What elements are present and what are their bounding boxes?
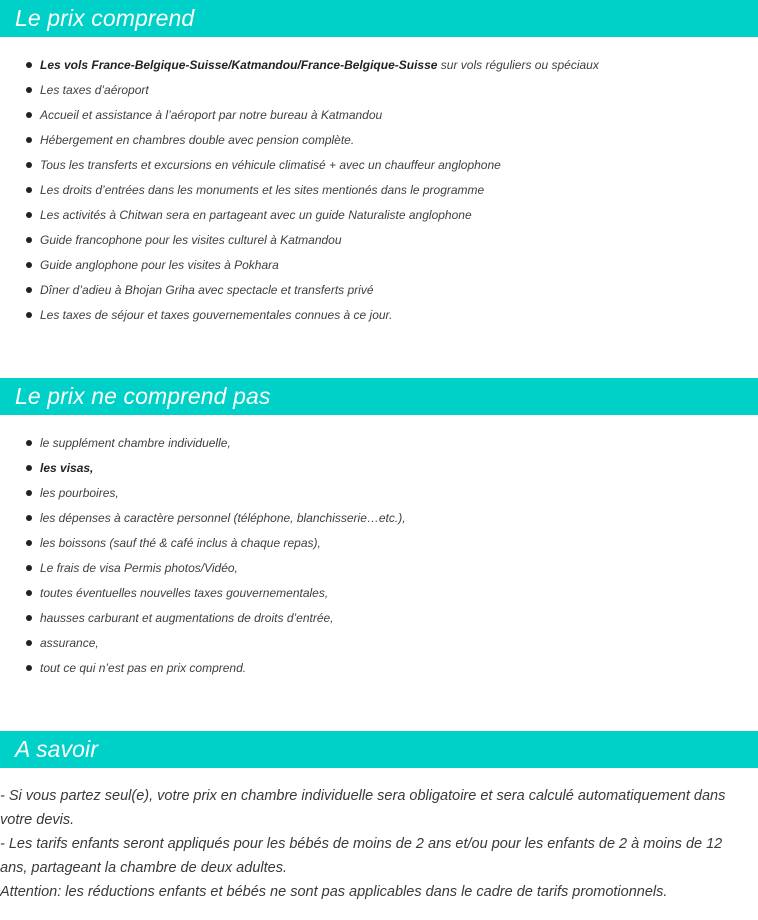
bullet-icon [26, 212, 32, 218]
list-item [0, 556, 758, 581]
list-item [0, 203, 758, 228]
bullet-icon [26, 187, 32, 193]
savoir-text [0, 784, 758, 904]
list-item [0, 531, 758, 556]
list-item [0, 128, 758, 153]
list-item-text: Les droits d’entrées dans les monuments et les sites mentionés dans le programme [40, 183, 485, 197]
list-item-bold-text: Les vols France-Belgique-Suisse/Katmandou/France-Belgique-Suisse [40, 58, 438, 72]
list-item-text: assurance, [40, 636, 99, 650]
section-savoir [0, 731, 758, 904]
section-title-savoir: A savoir [15, 736, 99, 762]
list-item [0, 581, 758, 606]
savoir-paragraph: Attention: les réductions enfants et bébés ne sont pas applicables dans le cadre de tarifs promotionnels. [0, 884, 668, 900]
savoir-paragraph: - Les tarifs enfants seront appliqués pour les bébés de moins de 2 ans et/ou pour les enfants de 2 à moins de 12 ans, partageant la chambre de deux adultes. [0, 836, 723, 876]
list-item-text: Les activités à Chitwan sera en partageant avec un guide Naturaliste anglophone [40, 208, 472, 222]
list-item [0, 456, 758, 481]
section-header-included [0, 0, 758, 37]
list-item-text: les pourboires, [40, 486, 119, 500]
list-item-text: hausses carburant et augmentations de droits d’entrée, [40, 611, 334, 625]
section-title-included: Le prix comprend [15, 5, 195, 31]
section-header-excluded [0, 378, 758, 415]
bullet-icon [26, 87, 32, 93]
savoir-paragraph: - Si vous partez seul(e), votre prix en chambre individuelle sera obligatoire et sera calculé automatiquement dans votre devis. [0, 788, 726, 828]
section-included [0, 0, 758, 328]
bullet-icon [26, 540, 32, 546]
list-item [0, 656, 758, 681]
bullet-icon [26, 237, 32, 243]
bullet-icon [26, 490, 32, 496]
bullet-icon [26, 62, 32, 68]
bullet-icon [26, 590, 32, 596]
list-item-text: sur vols réguliers ou spéciaux [437, 58, 599, 72]
list-item-text: les boissons (sauf thé & café inclus à chaque repas), [40, 536, 321, 550]
list-item [0, 228, 758, 253]
list-item [0, 103, 758, 128]
list-item-text: tout ce qui n’est pas en prix comprend. [40, 661, 247, 675]
list-item [0, 178, 758, 203]
list-item-bold-text: les visas, [40, 461, 94, 475]
section-title-excluded: Le prix ne comprend pas [15, 383, 271, 409]
bullet-icon [26, 112, 32, 118]
bullet-icon [26, 615, 32, 621]
list-item [0, 481, 758, 506]
list-item [0, 53, 758, 78]
list-item-text: Tous les transferts et excursions en véhicule climatisé + avec un chauffeur anglophone [40, 158, 501, 172]
section-header-savoir [0, 731, 758, 768]
bullet-icon [26, 162, 32, 168]
list-item-text: Hébergement en chambres double avec pension complète. [40, 133, 355, 147]
bullet-icon [26, 665, 32, 671]
bullet-icon [26, 440, 32, 446]
bullet-icon [26, 262, 32, 268]
list-item-text: Les taxes de séjour et taxes gouvernementales connues à ce jour. [40, 308, 393, 322]
list-item [0, 506, 758, 531]
list-item [0, 253, 758, 278]
list-item-text: Guide francophone pour les visites culturel à Katmandou [40, 233, 342, 247]
excluded-list [0, 431, 758, 681]
section-excluded [0, 378, 758, 681]
list-item-text: le supplément chambre individuelle, [40, 436, 231, 450]
list-item-text: Dîner d’adieu à Bhojan Griha avec spectacle et transferts privé [40, 283, 374, 297]
list-item [0, 606, 758, 631]
bullet-icon [26, 640, 32, 646]
list-item-text: toutes éventuelles nouvelles taxes gouvernementales, [40, 586, 329, 600]
list-item [0, 431, 758, 456]
list-item-text: Les taxes d’aéroport [40, 83, 149, 97]
included-list [0, 53, 758, 328]
list-item-text: Guide anglophone pour les visites à Pokhara [40, 258, 279, 272]
list-item-text: Accueil et assistance à l’aéroport par notre bureau à Katmandou [40, 108, 383, 122]
bullet-icon [26, 287, 32, 293]
bullet-icon [26, 312, 32, 318]
bullet-icon [26, 465, 32, 471]
list-item [0, 631, 758, 656]
list-item-text: les dépenses à caractère personnel (téléphone, blanchisserie…etc.), [40, 511, 406, 525]
list-item [0, 303, 758, 328]
list-item-text: Le frais de visa Permis photos/Vidéo, [40, 561, 238, 575]
list-item [0, 278, 758, 303]
list-item [0, 78, 758, 103]
bullet-icon [26, 137, 32, 143]
list-item [0, 153, 758, 178]
bullet-icon [26, 565, 32, 571]
bullet-icon [26, 515, 32, 521]
